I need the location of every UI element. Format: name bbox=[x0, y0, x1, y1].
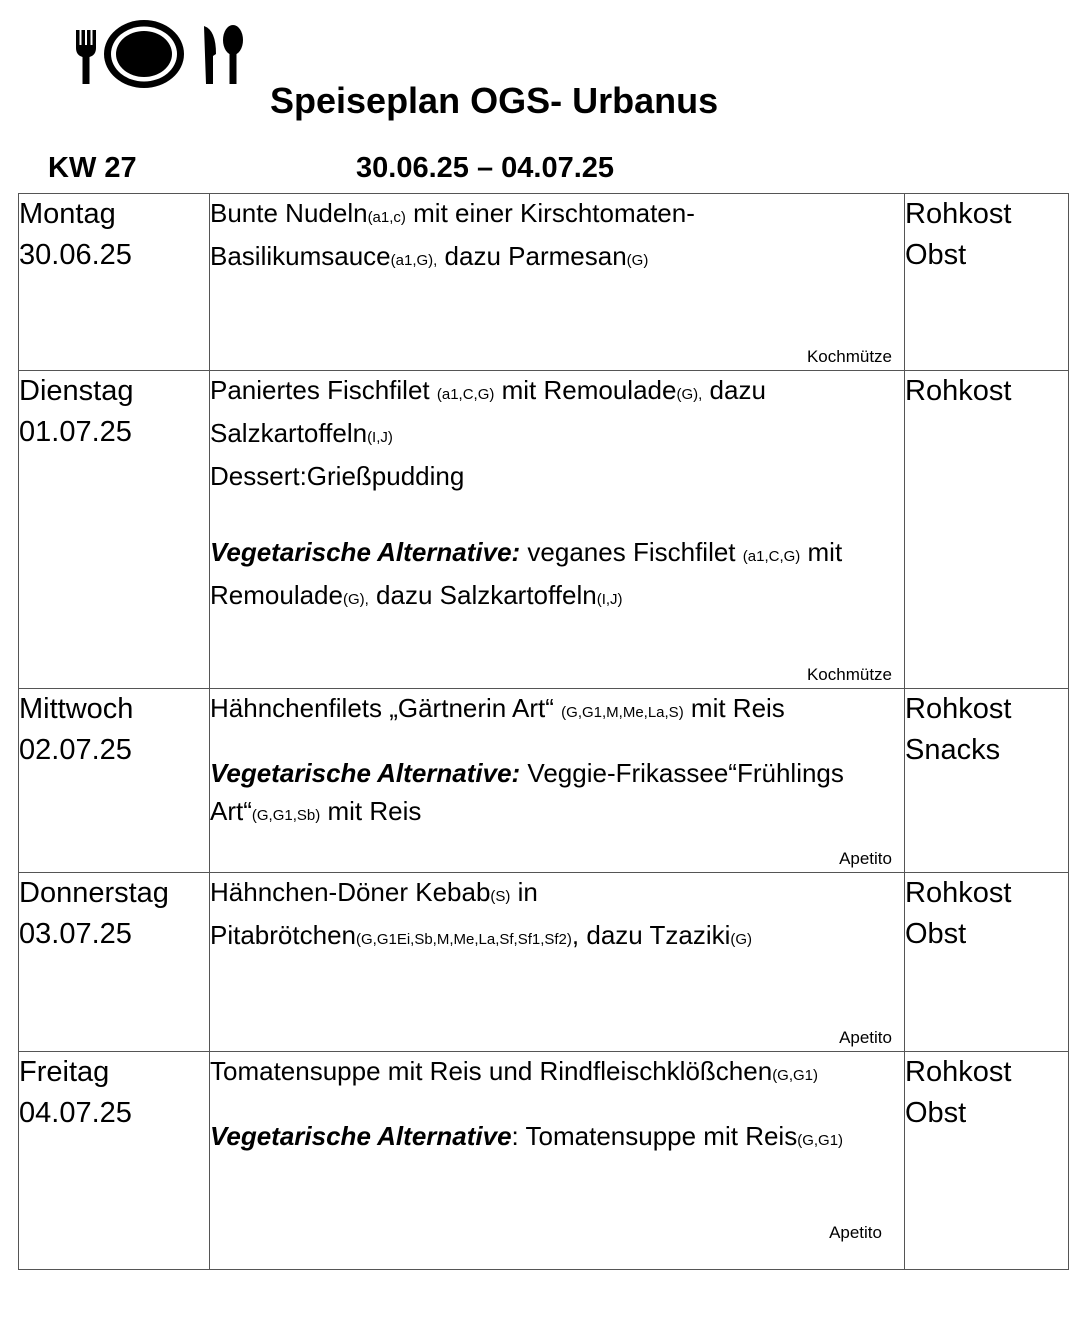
vegetarian-label: Vegetarische Alternative bbox=[210, 1121, 512, 1151]
side-item: Rohkost bbox=[905, 693, 1012, 725]
main-dish: Tomatensuppe mit Reis und Rindfleischklößchen(G,G1) bbox=[210, 1056, 819, 1086]
table-row bbox=[19, 873, 1069, 1052]
spoon-icon bbox=[223, 25, 243, 84]
sides-cell bbox=[905, 1052, 1069, 1270]
main-dish: Hähnchenfilets „Gärtnerin Art“ (G,G1,M,Me,La,S) mit Reis bbox=[210, 693, 785, 723]
day-date: 04.07.25 bbox=[19, 1097, 132, 1129]
day-cell bbox=[19, 194, 210, 371]
main-dish: Hähnchen-Döner Kebab(S) in Pitabrötchen(G,G1Ei,Sb,M,Me,La,Sf,Sf1,Sf2), dazu Tzaziki(G) bbox=[210, 877, 753, 950]
day-name: Donnerstag bbox=[19, 877, 169, 909]
table-row bbox=[19, 371, 1069, 689]
side-item: Rohkost bbox=[905, 1056, 1012, 1088]
dessert: Dessert:Grießpudding bbox=[210, 461, 465, 491]
side-item: Rohkost bbox=[905, 877, 1012, 909]
day-name: Dienstag bbox=[19, 375, 134, 407]
day-cell bbox=[19, 1052, 210, 1270]
table-row bbox=[19, 194, 1069, 371]
cutlery-icon-group bbox=[76, 18, 248, 90]
supplier-label: Apetito bbox=[829, 1223, 882, 1242]
day-date: 03.07.25 bbox=[19, 918, 132, 950]
meal-cell bbox=[210, 371, 905, 689]
sides-cell bbox=[905, 873, 1069, 1052]
vegetarian-label: Vegetarische Alternative: bbox=[210, 758, 521, 788]
meal-cell bbox=[210, 873, 905, 1052]
side-item: Obst bbox=[905, 1097, 967, 1129]
side-item: Obst bbox=[905, 918, 967, 950]
supplier-label: Apetito bbox=[839, 849, 892, 868]
table-row bbox=[19, 689, 1069, 873]
day-cell bbox=[19, 689, 210, 873]
meal-plan-table bbox=[18, 193, 1069, 1270]
knife-icon bbox=[204, 26, 216, 84]
day-name: Freitag bbox=[19, 1056, 110, 1088]
plate-icon bbox=[104, 20, 184, 88]
meal-cell bbox=[210, 689, 905, 873]
meal-cell bbox=[210, 1052, 905, 1270]
day-name: Montag bbox=[19, 198, 116, 230]
fork-icon bbox=[76, 30, 96, 84]
page-title: Speiseplan OGS- Urbanus bbox=[270, 80, 719, 121]
vegetarian-alternative: Vegetarische Alternative: Tomatensuppe mit Reis(G,G1) bbox=[210, 1121, 844, 1151]
day-date: 02.07.25 bbox=[19, 734, 132, 766]
day-cell bbox=[19, 371, 210, 689]
side-item: Obst bbox=[905, 239, 967, 271]
calendar-week: KW 27 bbox=[48, 152, 137, 184]
day-name: Mittwoch bbox=[19, 693, 134, 725]
main-dish: Bunte Nudeln(a1,c) mit einer Kirschtomaten-Basilikumsauce(a1,G), dazu Parmesan(G) bbox=[210, 198, 695, 271]
side-item: Rohkost bbox=[905, 198, 1012, 230]
day-date: 01.07.25 bbox=[19, 416, 132, 448]
meal-cell bbox=[210, 194, 905, 371]
day-date: 30.06.25 bbox=[19, 239, 132, 271]
main-dish: Paniertes Fischfilet (a1,C,G) mit Remoulade(G), dazu Salzkartoffeln(I,J) bbox=[210, 375, 766, 448]
date-range: 30.06.25 – 04.07.25 bbox=[356, 152, 615, 184]
sides-cell bbox=[905, 371, 1069, 689]
supplier-label: Kochmütze bbox=[806, 347, 892, 366]
side-item: Rohkost bbox=[905, 375, 1012, 407]
supplier-label: Apetito bbox=[839, 1028, 892, 1047]
vegetarian-alternative: Vegetarische Alternative: Veggie-Frikassee“Frühlings Art“(G,G1,Sb) mit Reis bbox=[210, 758, 844, 826]
sides-cell bbox=[905, 689, 1069, 873]
supplier-label: Kochmütze bbox=[806, 665, 892, 684]
side-item: Snacks bbox=[905, 734, 1001, 766]
table-row bbox=[19, 1052, 1069, 1270]
vegetarian-label: Vegetarische Alternative: bbox=[210, 537, 521, 567]
day-cell bbox=[19, 873, 210, 1052]
sides-cell bbox=[905, 194, 1069, 371]
vegetarian-alternative: Vegetarische Alternative: veganes Fischfilet (a1,C,G) mit Remoulade(G), dazu Salzkartoffeln(I,J) bbox=[210, 537, 843, 610]
